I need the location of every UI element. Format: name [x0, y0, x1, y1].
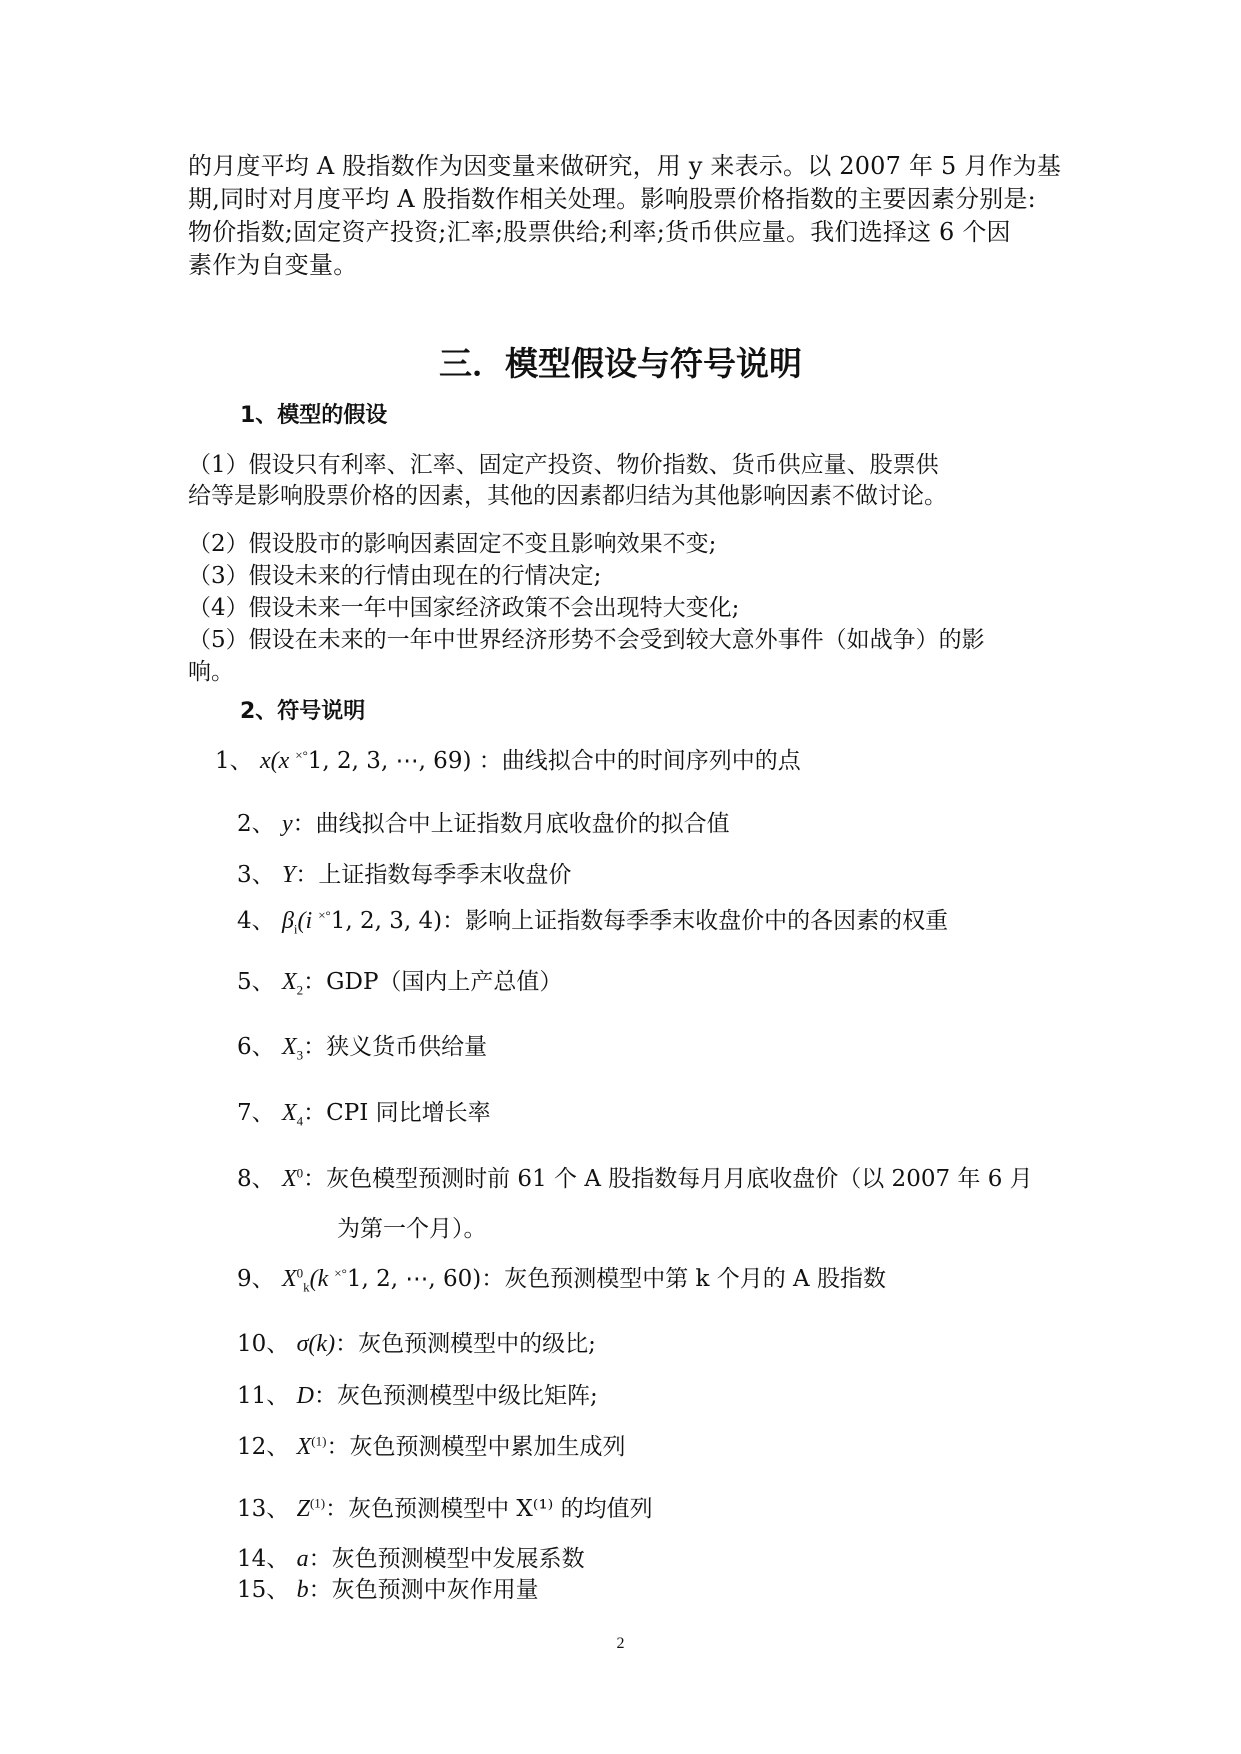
intro-line: 期,同时对月度平均 A 股指数作相关处理。影响股票价格指数的主要因素分别是:: [188, 185, 1036, 213]
symbol-superscript: 0: [296, 1265, 304, 1281]
symbol-superscript: (1): [311, 1433, 327, 1449]
symbol-item: [237, 1094, 491, 1130]
symbol-separator: ：: [303, 969, 327, 995]
symbol-name: x: [259, 748, 271, 774]
assumptions-heading: 1、模型的假设: [240, 403, 388, 428]
symbol-separator: ：: [442, 908, 466, 934]
symbol-name: Z: [296, 1496, 310, 1522]
symbol-separator: ：: [303, 1100, 327, 1126]
symbol-separator: ：: [313, 1383, 337, 1409]
symbol-subscript: 4: [296, 1113, 304, 1129]
symbol-subscript: k: [303, 1279, 310, 1295]
symbol-separator: ：: [325, 1496, 349, 1522]
symbol-number: 13、: [237, 1496, 290, 1522]
symbol-mark: ×°: [295, 747, 308, 763]
symbol-description: 灰色预测模型中 X⁽¹⁾ 的均值列: [348, 1496, 653, 1522]
symbol-mark: ×°: [334, 1265, 347, 1281]
symbol-item: [237, 805, 730, 838]
symbol-description: CPI 同比增长率: [326, 1100, 491, 1126]
symbol-separator: ：: [326, 1434, 350, 1460]
symbol-description: 灰色预测模型中级比矩阵;: [336, 1383, 598, 1409]
symbol-number: 1、: [215, 748, 253, 774]
symbol-separator: ：: [303, 1166, 327, 1192]
symbol-range: 1, 2, 3, 4): [330, 908, 443, 934]
symbol-separator: ：: [478, 748, 502, 774]
symbol-separator: ：: [295, 862, 319, 888]
symbol-item: [237, 1490, 653, 1523]
symbol-description: 狭义货币供给量: [326, 1034, 488, 1060]
symbol-argument: (k: [309, 1266, 335, 1292]
symbol-number: 9、: [237, 1266, 275, 1292]
symbol-description: 灰色预测中灰作用量: [331, 1577, 539, 1603]
assumption-line: （4）假设未来一年中国家经济政策不会出现特大变化;: [188, 595, 740, 621]
symbol-subscript: 2: [296, 982, 304, 998]
assumption-line: 给等是影响股票价格的因素，其他的因素都归结为其他影响因素不做讨论。: [188, 483, 947, 509]
symbol-separator: ：: [308, 1577, 332, 1603]
symbol-mark: ×°: [318, 907, 331, 923]
assumption-line: 响。: [188, 659, 234, 685]
symbol-name: β: [281, 908, 294, 934]
symbol-name: X: [281, 1266, 297, 1292]
section-title: 三．模型假设与符号说明: [439, 344, 802, 383]
symbol-number: 4、: [237, 908, 275, 934]
symbol-description: 灰色预测模型中第 k 个月的 A 股指数: [504, 1266, 886, 1292]
symbol-superscript: (1): [309, 1495, 326, 1511]
symbol-description: 上证指数每季季末收盘价: [318, 862, 572, 888]
symbol-description: GDP（国内上产总值）: [326, 969, 563, 995]
symbols-heading: 2、符号说明: [240, 699, 366, 724]
symbol-number: 12、: [237, 1434, 290, 1460]
symbol-item: [237, 1428, 625, 1461]
symbol-number: 8、: [237, 1166, 275, 1192]
assumption-line: （2）假设股市的影响因素固定不变且影响效果不变;: [188, 531, 717, 557]
symbol-name: σ(k): [296, 1331, 336, 1357]
symbol-number: 11、: [237, 1383, 290, 1409]
page-number: 2: [616, 1635, 625, 1652]
symbol-separator: ：: [292, 811, 316, 837]
symbol-description: 灰色预测模型中累加生成列: [349, 1434, 626, 1460]
symbol-name: y: [281, 811, 293, 837]
symbol-number: 7、: [237, 1100, 275, 1126]
symbol-superscript: 0: [296, 1165, 304, 1181]
symbol-item: [237, 1260, 886, 1296]
symbol-name: X: [296, 1434, 312, 1460]
symbol-separator: ：: [335, 1331, 359, 1357]
symbol-name: a: [296, 1546, 309, 1572]
intro-line: 物价指数;固定资产投资;汇率;股票供给;利率;货币供应量。我们选择这 6 个因: [188, 218, 1011, 246]
symbol-item: [215, 742, 801, 775]
assumption-line: （3）假设未来的行情由现在的行情决定;: [188, 563, 602, 589]
symbol-item: [237, 1540, 585, 1573]
symbol-subscript: 3: [296, 1047, 304, 1063]
symbol-item: [237, 1028, 487, 1064]
symbol-name: D: [296, 1383, 314, 1409]
symbol-name: X: [281, 969, 297, 995]
symbol-item: [237, 1571, 539, 1604]
symbol-description: 灰色预测模型中发展系数: [331, 1546, 585, 1572]
symbol-number: 2、: [237, 811, 275, 837]
symbol-item: [237, 963, 562, 999]
symbol-description-continued: 为第一个月）。: [337, 1216, 487, 1242]
symbol-item: [237, 1160, 1033, 1193]
symbol-separator: ：: [303, 1034, 327, 1060]
symbol-number: 6、: [237, 1034, 275, 1060]
symbol-item: [237, 1377, 598, 1410]
symbol-description: 曲线拟合中上证指数月底收盘价的拟合值: [315, 811, 730, 837]
intro-paragraph: [188, 150, 1062, 282]
symbol-number: 15、: [237, 1577, 290, 1603]
symbol-description: 灰色预测模型中的级比;: [358, 1331, 596, 1357]
symbol-subscript: i: [293, 921, 298, 937]
intro-line: 的月度平均 A 股指数作为因变量来做研究，用 y 来表示。以 2007 年 5 月作为基: [188, 152, 1062, 180]
symbol-number: 14、: [237, 1546, 290, 1572]
symbol-name: Y: [281, 862, 296, 888]
symbol-number: 10、: [237, 1331, 290, 1357]
symbol-name: X: [281, 1166, 297, 1192]
symbol-item: [237, 856, 571, 889]
symbol-description: 灰色模型预测时前 61 个 A 股指数每月月底收盘价（以 2007 年 6 月: [326, 1166, 1033, 1192]
symbol-argument: (x: [270, 748, 296, 774]
intro-line: 素作为自变量。: [188, 251, 358, 279]
symbol-description: 曲线拟合中的时间序列中的点: [501, 748, 801, 774]
symbol-description: 影响上证指数每季季末收盘价中的各因素的权重: [465, 908, 949, 934]
symbol-argument: (i: [297, 908, 319, 934]
symbol-separator: ：: [481, 1266, 505, 1292]
symbol-name: X: [281, 1034, 297, 1060]
symbol-number: 5、: [237, 969, 275, 995]
symbol-item: [237, 1325, 596, 1358]
symbol-item: [237, 902, 948, 938]
symbol-range: 1, 2, ⋯, 60): [346, 1266, 482, 1292]
symbol-name: X: [281, 1100, 297, 1126]
symbol-number: 3、: [237, 862, 275, 888]
symbol-name: b: [296, 1577, 309, 1603]
symbol-separator: ：: [308, 1546, 332, 1572]
assumption-line: （5）假设在未来的一年中世界经济形势不会受到较大意外事件（如战争）的影: [188, 627, 985, 653]
symbol-range: 1, 2, 3, ⋯, 69): [307, 748, 472, 774]
assumption-line: （1）假设只有利率、汇率、固定产投资、物价指数、货币供应量、股票供: [188, 452, 939, 478]
